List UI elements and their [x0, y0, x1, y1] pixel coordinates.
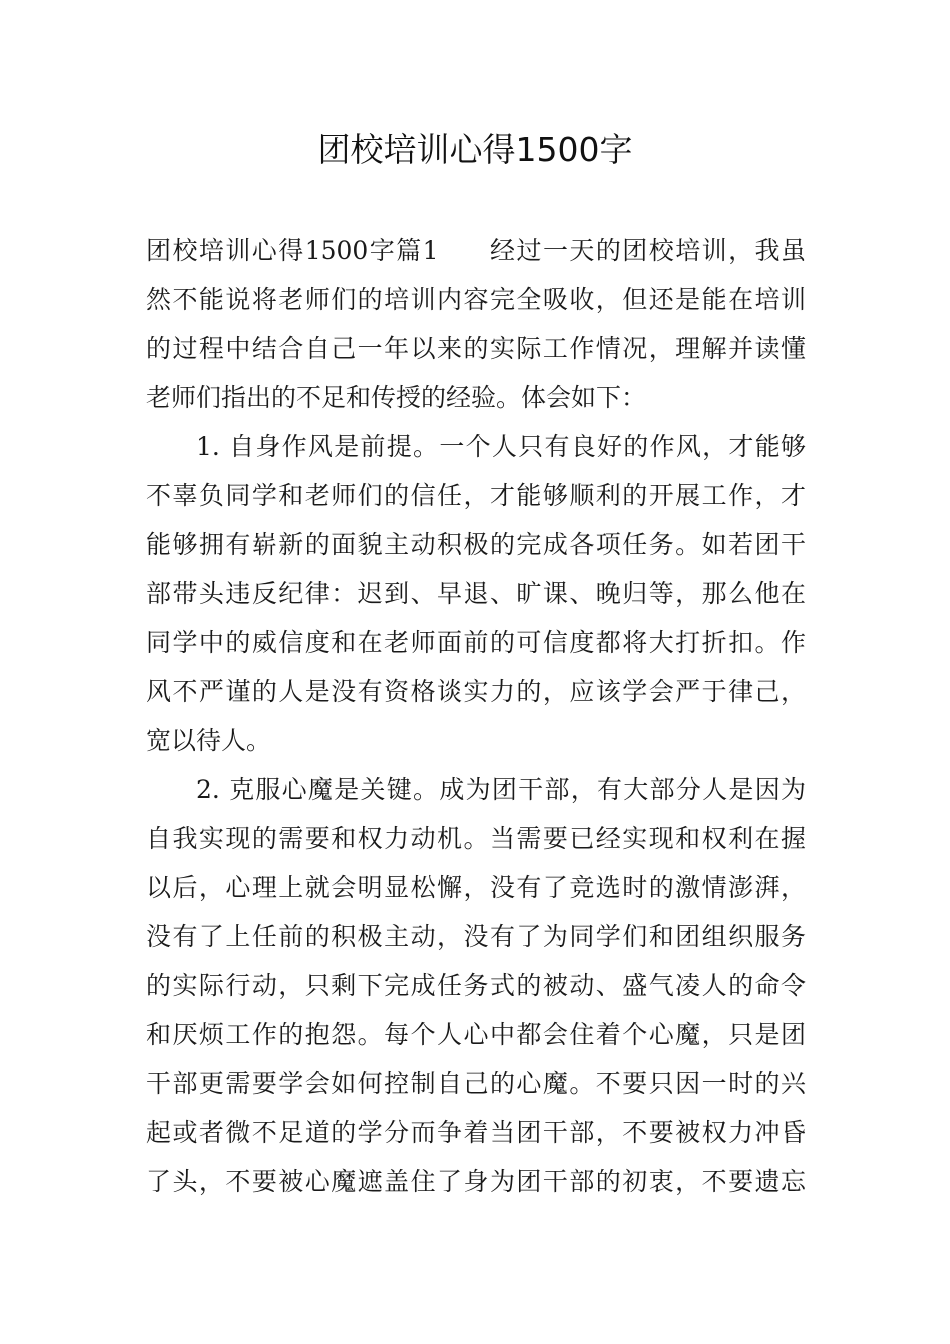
text-line: 以后，心理上就会明显松懈，没有了竞选时的激情澎湃， [146, 873, 806, 902]
text-line: 能够拥有崭新的面貌主动积极的完成各项任务。如若团干 [146, 530, 806, 559]
text-line: 和厌烦工作的抱怨。每个人心中都会住着个心魔，只是团 [146, 1020, 806, 1049]
document-body [146, 226, 806, 1206]
text-line: 自我实现的需要和权力动机。当需要已经实现和权利在握 [146, 824, 806, 853]
text-line: 2. 克服心魔是关键。成为团干部，有大部分人是因为 [196, 775, 806, 804]
text-line: 老师们指出的不足和传授的经验。体会如下： [146, 383, 647, 412]
text-line: 干部更需要学会如何控制自己的心魔。不要只因一时的兴 [146, 1069, 806, 1098]
text-line: 起或者微不足道的学分而争着当团干部，不要被权力冲昏 [146, 1118, 806, 1147]
text-line: 部带头违反纪律：迟到、早退、旷课、晚归等，那么他在 [146, 579, 806, 608]
text-line: 1. 自身作风是前提。一个人只有良好的作风，才能够 [196, 432, 806, 461]
text-line: 了头，不要被心魔遮盖住了身为团干部的初衷，不要遗忘 [146, 1167, 806, 1196]
text-line: 团校培训心得1500字篇1 经过一天的团校培训，我虽 [146, 236, 806, 265]
text-line: 宽以待人。 [146, 726, 272, 755]
text-line: 没有了上任前的积极主动，没有了为同学们和团组织服务 [146, 922, 806, 951]
text-line: 风不严谨的人是没有资格谈实力的，应该学会严于律己， [146, 677, 806, 706]
document-title: 团校培训心得1500字 [317, 130, 633, 169]
text-line: 然不能说将老师们的培训内容完全吸收，但还是能在培训 [146, 285, 806, 314]
text-line: 的过程中结合自己一年以来的实际工作情况，理解并读懂 [146, 334, 806, 363]
section-heading: 团校培训心得1500字篇1 [146, 236, 439, 265]
text-line: 同学中的威信度和在老师面前的可信度都将大打折扣。作 [146, 628, 806, 657]
text-line: 的实际行动，只剩下完成任务式的被动、盛气凌人的命令 [146, 971, 806, 1000]
text-line: 不辜负同学和老师们的信任，才能够顺利的开展工作，才 [146, 481, 806, 510]
